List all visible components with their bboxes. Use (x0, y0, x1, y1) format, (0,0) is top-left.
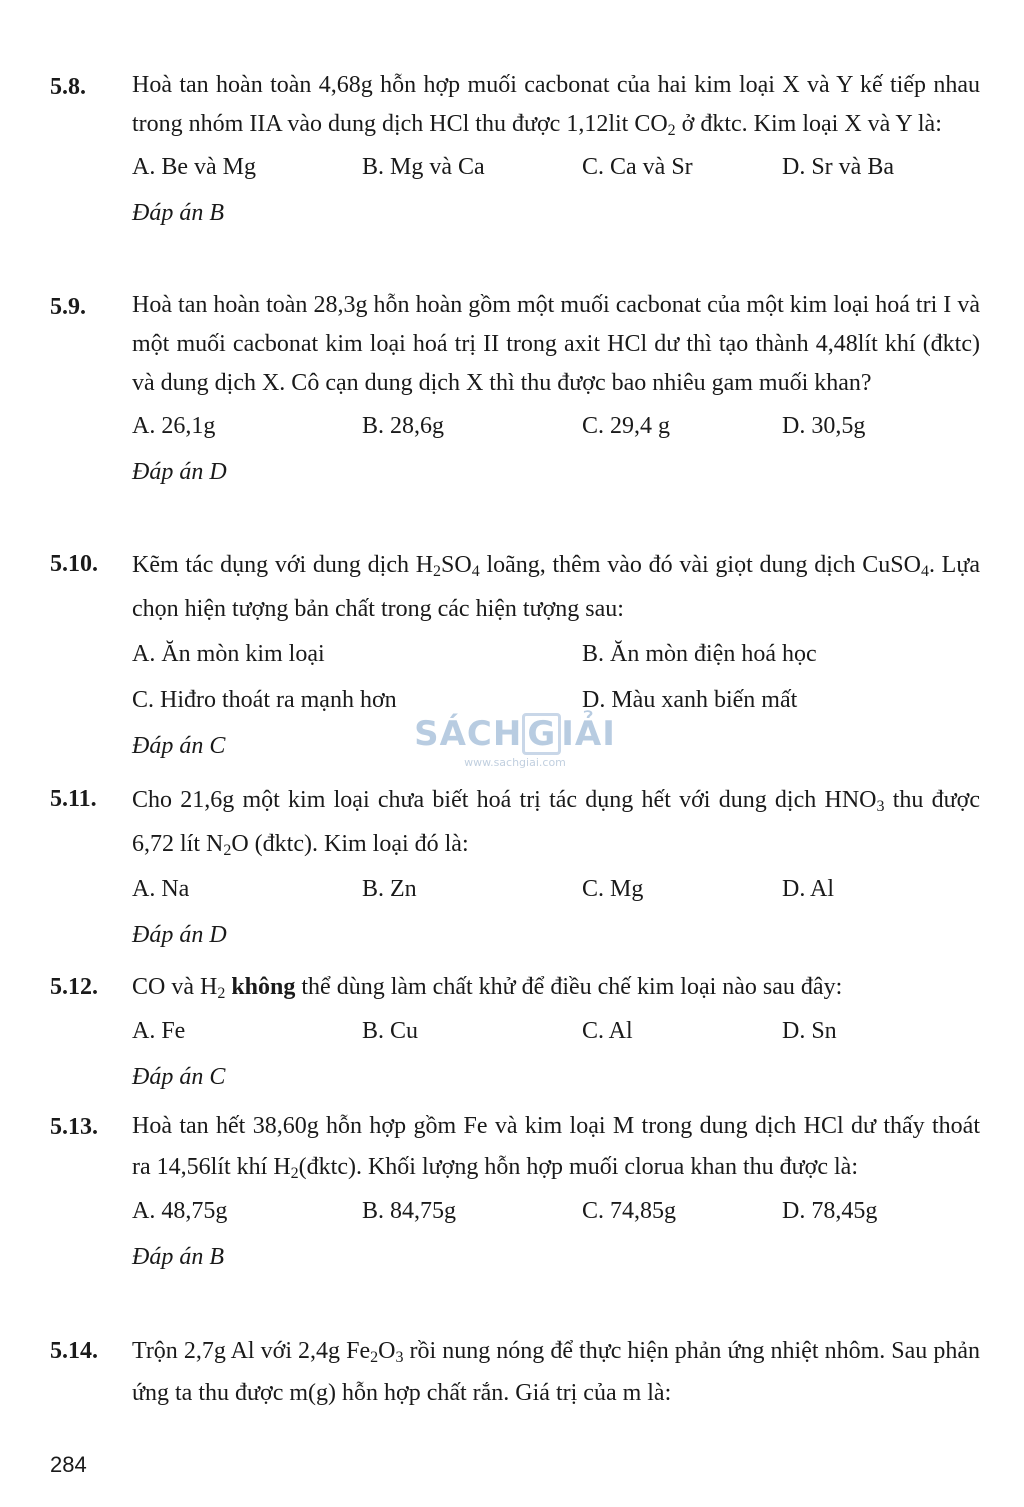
option-c: C. 74,85g (582, 1198, 677, 1224)
answer-key: Đáp án D (132, 922, 227, 948)
question-text: Trộn 2,7g Al với 2,4g $Fe_2O_3$ rồi nung nóng để thực hiện phản ứng nhiệt nhôm. Sau phản ứng ta thu được m(g) hỗn hợp chất rắn. Giá trị của m là: (132, 1338, 981, 1406)
answer-options (132, 1188, 980, 1234)
answer-options (132, 144, 980, 190)
answer-key: Đáp án C (132, 1064, 226, 1090)
option-b: B. Ăn mòn điện hoá học (582, 641, 817, 667)
option-d: D. 78,45g (782, 1198, 878, 1224)
question-5-12 (50, 966, 980, 1100)
option-a: A. Na (132, 876, 190, 902)
option-a: A. Fe (132, 1018, 186, 1044)
question-5-13 (50, 1106, 980, 1280)
question-text: Hoà tan hoàn toàn 28,3g hỗn hoàn gồm một muối cacbonat của một kim loại hoá tri I và một muối cacbonat kim loại hoá trị II trong axit HCl dư thì tạo thành 4,48lít khí (đktc) và dung dịch X. Cô cạn dung dịch X thì thu được bao nhiêu gam muối khan? (132, 292, 980, 396)
page-number: 284 (50, 1452, 87, 1477)
option-c: C. Ca và Sr (582, 154, 693, 180)
question-text: Hoà tan hết 38,60g hỗn hợp gồm Fe và kim loại M trong dung dịch HCl dư thấy thoát ra 14,56lít khí $H_2(đktc)$. Khối lượng hỗn hợp muối clorua khan thu được là: (132, 1113, 980, 1182)
question-number: 5.13. (50, 1114, 98, 1140)
emphasis-text: không (231, 974, 296, 1000)
question-number: 5.10. (50, 551, 98, 577)
question-number: 5.14. (50, 1338, 98, 1364)
question-text: CO và $H_2$ không thể dùng làm chất khử để điều chế kim loại nào sau đây: (132, 974, 843, 1002)
question-text: Hoà tan hoàn toàn 4,68g hỗn hợp muối cacbonat của hai kim loại X và Y kế tiếp nhau trong nhóm IIA vào dung dịch HCl thu được 1,12lit $CO_2$ ở đktc. Kim loại X và Y là: (132, 72, 980, 139)
option-d: D. 30,5g (782, 413, 866, 439)
watermark-logo: SÁCH G IẢI www.sachgiai.com (414, 714, 616, 769)
question-number: 5.12. (50, 974, 98, 1000)
option-c: C. Mg (582, 876, 644, 902)
question-number: 5.8. (50, 74, 86, 100)
option-d: D. Sn (782, 1018, 837, 1044)
question-number: 5.9. (50, 294, 86, 320)
question-5-11 (50, 778, 980, 958)
answer-key: Đáp án C (132, 733, 226, 759)
option-a: A. 26,1g (132, 413, 216, 439)
question-text: Kẽm tác dụng với dung dịch $H_2SO_4$ loãng, thêm vào đó vài giọt dung dịch CuSO$_4$. Lựa chọn hiện tượng bản chất trong các hiện tượng sau: (132, 552, 980, 622)
option-b: B. Mg và Ca (362, 154, 485, 180)
question-number: 5.11. (50, 786, 97, 812)
option-a: A. Be và Mg (132, 154, 256, 180)
option-d: D. Al (782, 876, 835, 902)
answer-options (132, 1008, 980, 1054)
question-5-8 (50, 66, 980, 236)
option-b: B. 28,6g (362, 413, 445, 439)
option-d: D. Màu xanh biến mất (582, 687, 798, 713)
answer-options-row-1 (132, 631, 980, 677)
question-5-9 (50, 286, 980, 495)
answer-options (132, 866, 980, 912)
question-5-14 (50, 1330, 980, 1414)
option-d: D. Sr và Ba (782, 154, 894, 180)
option-b: B. Zn (362, 876, 417, 902)
option-a: A. Ăn mòn kim loại (132, 641, 325, 667)
answer-key: Đáp án B (132, 200, 224, 226)
option-b: B. 84,75g (362, 1198, 457, 1224)
option-c: C. Al (582, 1018, 633, 1044)
option-b: B. Cu (362, 1018, 419, 1044)
option-c: C. Hiđro thoát ra mạnh hơn (132, 687, 397, 713)
option-a: A. 48,75g (132, 1198, 228, 1224)
answer-options (132, 403, 980, 449)
option-c: C. 29,4 g (582, 413, 671, 439)
question-text: Cho 21,6g một kim loại chưa biết hoá trị tác dụng hết với dung dịch $HNO_3$ thu được 6,72 lít $N_2O$ (đktc). Kim loại đó là: (132, 787, 980, 859)
answer-key: Đáp án B (132, 1244, 224, 1270)
answer-key: Đáp án D (132, 459, 227, 485)
